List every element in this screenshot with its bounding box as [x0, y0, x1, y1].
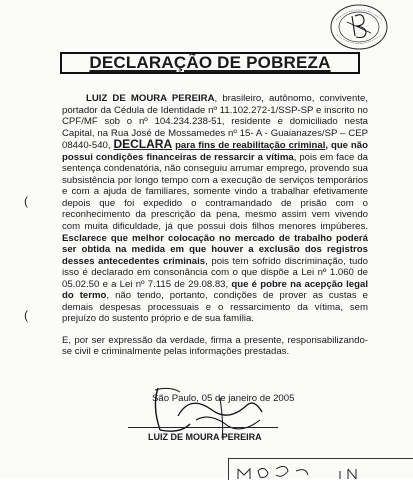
- paragraph-text: , pois em face da sentença condenatória, não conseguiu arrumar emprego, provendo sua subsistência por longo tempo com a execução de serviços temporários e com a ajuda de familiares, somente vindo a trabalhar efetivamente depois que foi expedido o contramandado de prisão com o reconhecimento da prescrição da pena, mesmo assim vem vivendo com muita dificuldade, já que possui dois filhos menores impúberes.: [62, 151, 368, 233]
- emphasis-text: que é pobre na acepção legal do termo: [62, 278, 368, 302]
- margin-mark: (: [24, 194, 28, 208]
- declaration-paragraph-1: [62, 93, 368, 325]
- paragraph-text: , não tendo, portanto, condições de prover as custas e demais despesas processuais e o ressarcimento da vítima, sem prejuízo do sustento próprio e de sua família.: [62, 290, 368, 325]
- margin-mark: (: [24, 308, 28, 322]
- declaration-body: [62, 93, 368, 358]
- emphasis-text: Esclarece que melhor colocação no mercado de trabalho poderá ser obtida na medida em que houver a exclusão dos registros desses antecedentes criminais: [62, 232, 368, 267]
- declarant-name: LUIZ DE MOURA PEREIRA: [86, 93, 215, 104]
- date-line: São Paulo, 05 de janeiro de 2005: [152, 393, 295, 404]
- declara-word: DECLARA: [113, 137, 173, 152]
- paragraph-text: , pois tem sofrido discriminação, tudo isso é declarado em consonância com o que dispõe a Lei nº 1.060 de 05.02.50 e a Lei nº 7.115 de 29.08.83,: [62, 255, 368, 290]
- signatory-name: LUIZ DE MOURA PEREIRA: [148, 432, 262, 442]
- official-stamp-seal: [328, 2, 390, 52]
- purpose-text: para fins de reabilitação criminal: [175, 140, 326, 152]
- emphasis-text: , que não possui condições financeiras de ressarcir a vítima: [62, 140, 368, 163]
- bottom-stamp-marks: [232, 459, 402, 479]
- signature-line: [128, 427, 278, 428]
- declaration-paragraph-2: E, por ser expressão da verdade, firma a presente, responsabilizando-se civil e criminalmente pelas informações prestadas.: [62, 334, 368, 358]
- document-title: DECLARAÇÃO DE POBREZA: [89, 53, 331, 72]
- title-box: [60, 52, 360, 74]
- paragraph-text: , brasileiro, autônomo, convivente, portador da Cédula de Identidade nº 11.102.272-1/SSP-SP e inscrito no CPF/MF sob o nº 104.234.238-51, residente e domiciliado nesta Capital, na Rua José de Mossamedes nº 15- A - Guaianazes/SP – CEP 08440-540,: [62, 93, 369, 152]
